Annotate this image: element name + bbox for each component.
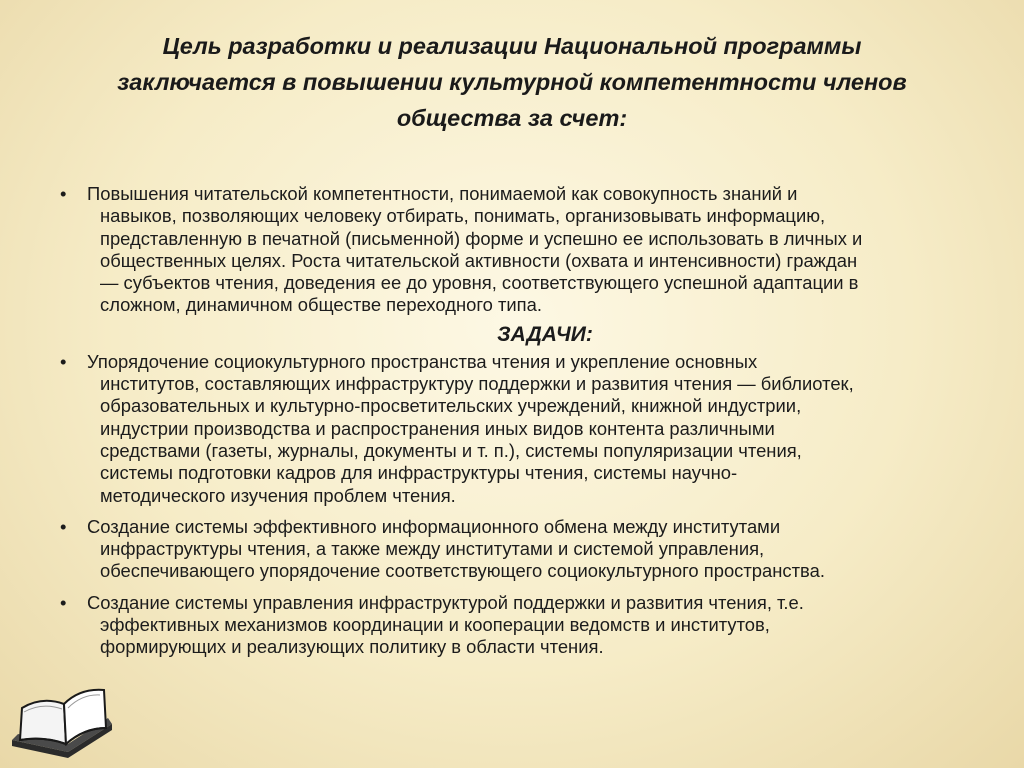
bullet-line: навыков, позволяющих человеку отбирать, понимать, организовывать информацию, <box>100 205 826 227</box>
bullet-line: системы подготовки кадров для инфраструктуры чтения, системы научно- <box>100 462 738 484</box>
bullet-line: обеспечивающего упорядочение соответствующего социокультурного пространства. <box>100 560 825 582</box>
task-bullet-item <box>60 351 970 507</box>
bullet-line: методического изучения проблем чтения. <box>100 484 456 506</box>
bullet-line: — субъектов чтения, доведения ее до уровня, соответствующего успешной адаптации в <box>100 272 859 294</box>
intro-bullet-item <box>60 183 970 317</box>
title-line: общества за счет: <box>396 105 628 131</box>
bullet-line: сложном, динамичном обществе переходного типа. <box>100 294 542 316</box>
bullet-line: общественных целях. Роста читательской активности (охвата и интенсивности) граждан <box>100 249 858 271</box>
bullet-line: Создание системы управления инфраструктурой поддержки и развития чтения, т.е. <box>87 591 804 613</box>
task-bullet-item <box>60 592 970 659</box>
bullet-marker: • <box>60 591 67 613</box>
title-line: заключается в повышении культурной компетентности членов <box>117 69 907 95</box>
open-book-icon <box>8 682 114 760</box>
bullet-line: Повышения читательской компетентности, понимаемой как совокупность знаний и <box>87 183 798 204</box>
title-line: Цель разработки и реализации Национальной программы <box>162 33 862 59</box>
bullet-line: формирующих и реализующих политику в области чтения. <box>100 636 604 658</box>
tasks-heading: ЗАДАЧИ: <box>497 322 593 346</box>
bullet-line: представленную в печатной (письменной) форме и успешно ее использовать в личных и <box>100 227 863 249</box>
bullet-line: образовательных и культурно-просветительских учреждений, книжной индустрии, <box>100 395 802 417</box>
task-bullet-item <box>60 516 970 583</box>
bullet-marker: • <box>60 350 67 372</box>
bullet-line: Создание системы эффективного информационного обмена между институтами <box>87 515 781 537</box>
bullet-line: инфраструктуры чтения, а также между институтами и системой управления, <box>100 538 765 560</box>
bullet-line: средствами (газеты, журналы, документы и т. п.), системы популяризации чтения, <box>100 439 802 461</box>
bullet-line: институтов, составляющих инфраструктуру поддержки и развития чтения — библиотек, <box>100 373 854 395</box>
bullet-line: Упорядочение социокультурного пространства чтения и укрепление основных <box>87 350 758 372</box>
slide-title <box>60 28 964 136</box>
bullet-marker: • <box>60 183 67 204</box>
bullet-marker: • <box>60 515 67 537</box>
bullet-line: индустрии производства и распространения иных видов контента различными <box>100 417 775 439</box>
slide-content <box>60 183 970 659</box>
bullet-line: эффективных механизмов координации и кооперации ведомств и институтов, <box>100 614 770 636</box>
